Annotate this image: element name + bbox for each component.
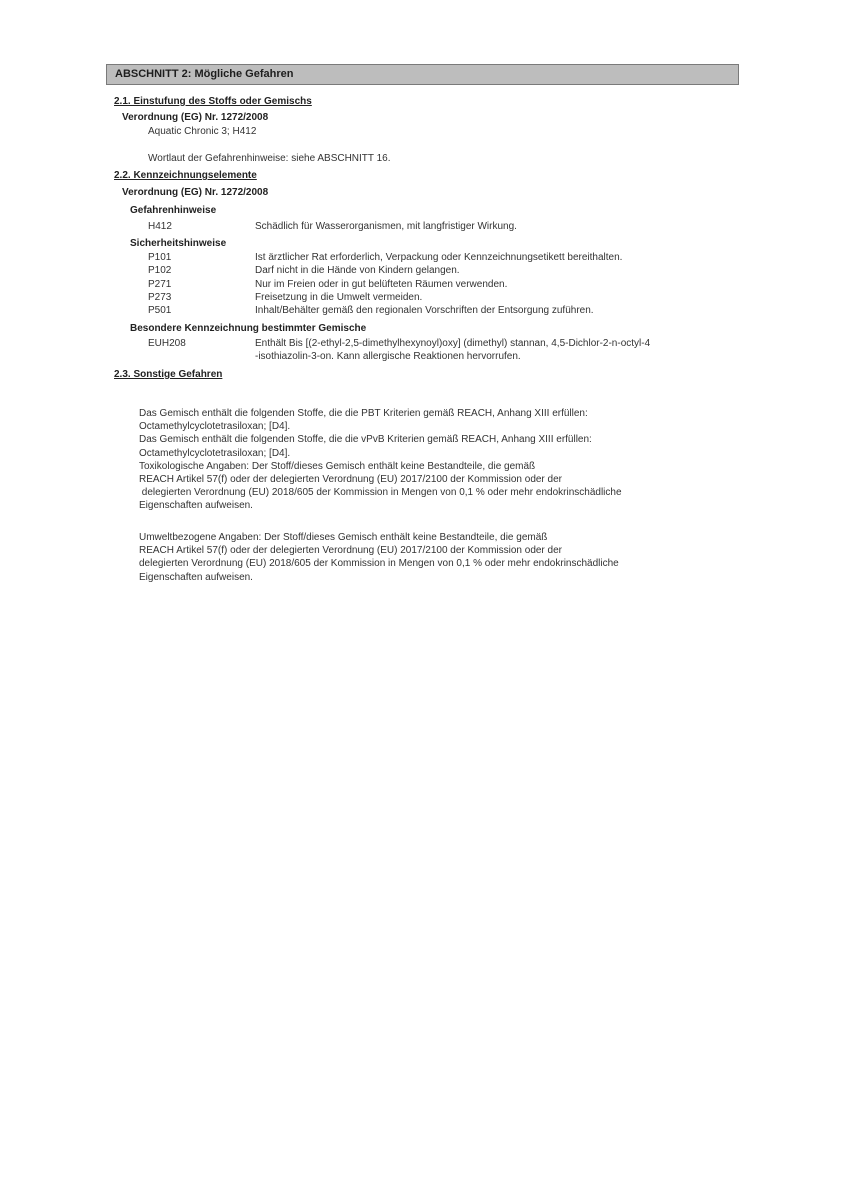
subsection-2-3-heading: 2.3. Sonstige Gefahren [114, 369, 223, 380]
hazard-wording-note: Wortlaut der Gefahrenhinweise: siehe ABSCHNITT 16. [148, 153, 391, 164]
hazard-statements-label: Gefahrenhinweise [130, 205, 217, 216]
precaution-text: Freisetzung in die Umwelt vermeiden. [255, 292, 423, 303]
regulation-label: Verordnung (EG) Nr. 1272/2008 [122, 112, 269, 123]
special-text-line1: Enthält Bis [(2-ethyl-2,5-dimethylhexynoyl)oxy] (dimethyl) stannan, 4,5-Dichlor-2-n-octyl-4 [255, 338, 651, 349]
paragraph-line: Octamethylcyclotetrasiloxan; [D4]. [139, 421, 291, 433]
precaution-text: Inhalt/Behälter gemäß den regionalen Vorschriften der Entsorgung zuführen. [255, 305, 594, 316]
special-labelling-label: Besondere Kennzeichnung bestimmter Gemische [130, 323, 367, 334]
paragraph-line: Eigenschaften aufweisen. [139, 500, 253, 512]
other-hazards-paragraph [139, 407, 699, 513]
paragraph-line: REACH Artikel 57(f) oder der delegierten Verordnung (EU) 2017/2100 der Kommission oder der [139, 545, 562, 557]
paragraph-line: delegierten Verordnung (EU) 2018/605 der Kommission in Mengen von 0,1 % oder mehr endokrinschädliche [139, 558, 619, 570]
hazard-text: Schädlich für Wasserorganismen, mit langfristiger Wirkung. [255, 221, 517, 232]
paragraph-line: REACH Artikel 57(f) oder der delegierten Verordnung (EU) 2017/2100 der Kommission oder der [139, 474, 562, 486]
regulation-label: Verordnung (EG) Nr. 1272/2008 [122, 187, 269, 198]
precaution-text: Ist ärztlicher Rat erforderlich, Verpackung oder Kennzeichnungsetikett bereithalten. [255, 252, 623, 263]
classification-text: Aquatic Chronic 3; H412 [148, 126, 257, 137]
paragraph-line: Umweltbezogene Angaben: Der Stoff/dieses Gemisch enthält keine Bestandteile, die gemäß [139, 532, 548, 543]
paragraph-line: Das Gemisch enthält die folgenden Stoffe, die die vPvB Kriterien gemäß REACH, Anhang XIII erfüllen: [139, 434, 592, 446]
special-text-line2: -isothiazolin-3-on. Kann allergische Reaktionen hervorrufen. [255, 351, 521, 362]
section-title: ABSCHNITT 2: Mögliche Gefahren [115, 68, 294, 80]
precautionary-statements-label: Sicherheitshinweise [130, 238, 227, 249]
paragraph-line: Eigenschaften aufweisen. [139, 571, 253, 583]
subsection-2-1-heading: 2.1. Einstufung des Stoffs oder Gemischs [114, 96, 312, 107]
paragraph-line: delegierten Verordnung (EU) 2018/605 der Kommission in Mengen von 0,1 % oder mehr endokrinschädliche [139, 487, 622, 499]
paragraph-line: Octamethylcyclotetrasiloxan; [D4]. [139, 447, 291, 459]
paragraph-line: Toxikologische Angaben: Der Stoff/dieses Gemisch enthält keine Bestandteile, die gemäß [139, 460, 536, 472]
precaution-code: P102 [148, 265, 172, 276]
precaution-code: P271 [148, 279, 172, 290]
special-code: EUH208 [148, 338, 186, 349]
hazard-code: H412 [148, 221, 172, 232]
precaution-code: P273 [148, 292, 172, 303]
precaution-text: Darf nicht in die Hände von Kindern gelangen. [255, 265, 460, 276]
environmental-info-paragraph [139, 531, 699, 584]
precaution-code: P501 [148, 305, 172, 316]
precaution-code: P101 [148, 252, 172, 263]
precaution-text: Nur im Freien oder in gut belüfteten Räumen verwenden. [255, 279, 508, 290]
section-header [106, 64, 739, 85]
subsection-2-2-heading: 2.2. Kennzeichnungselemente [114, 170, 257, 181]
paragraph-line: Das Gemisch enthält die folgenden Stoffe, die die PBT Kriterien gemäß REACH, Anhang XIII erfüllen: [139, 408, 588, 419]
